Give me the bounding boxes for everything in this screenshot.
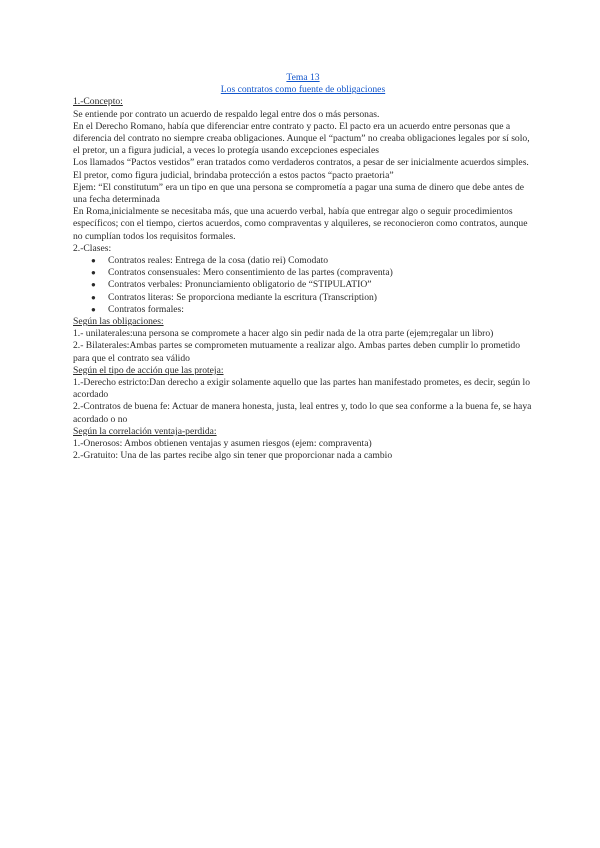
classification-item: 2.- Bilaterales:Ambas partes se comprometen mutuamente a realizar algo. Ambas partes deben cumplir lo prometido para que el contrato sea válido	[73, 340, 521, 364]
paragraph: En el Derecho Romano, había que diferenciar entre contrato y pacto. El pacto era un acuerdo entre personas que a diferencia del contrato no siempre creaba obligaciones. Aunque el “pactum” no creaba obligaciones legales por sí solo, el pretor, un a figura judicial, a veces lo protegía usando excepciones especiales	[73, 120, 530, 157]
bullet-icon: ●	[91, 268, 96, 278]
section-segun-accion	[73, 365, 533, 426]
section-clases	[73, 243, 533, 316]
list-item	[91, 255, 533, 267]
bullet-icon: ●	[91, 280, 96, 290]
bullet-icon: ●	[91, 256, 96, 266]
classification-item: 2.-Gratuito: Una de las partes recibe algo sin tener que proporcionar nada a cambio	[73, 450, 393, 462]
section-heading-concepto: 1.-Concepto:	[73, 96, 123, 108]
list-item	[91, 279, 533, 291]
list-item	[91, 303, 533, 316]
topic-number-title: Tema 13	[286, 72, 320, 83]
section-heading-correlacion: Según la correlación ventaja-perdida:	[73, 425, 217, 437]
section-segun-obligaciones	[73, 316, 533, 365]
section-heading-clases: 2.-Clases:	[73, 242, 112, 254]
document-title-block	[73, 72, 533, 96]
list-item-text: Contratos literas: Se proporciona mediante la escritura (Transcription)	[108, 291, 377, 303]
list-item	[91, 291, 533, 304]
bullet-icon: ●	[91, 292, 96, 302]
contract-types-list	[73, 255, 533, 316]
section-heading-obligaciones: Según las obligaciones:	[73, 316, 164, 328]
list-item-text: Contratos verbales: Pronunciamiento obligatorio de “STIPULATIO”	[108, 279, 372, 291]
paragraph: Ejem: “El constitutum” era un tipo en que una persona se comprometía a pagar una suma de dinero que debe antes de una fecha determinada	[73, 181, 525, 206]
paragraph: En Roma,inicialmente se necesitaba más, que una acuerdo verbal, había que entregar algo o seguir procedimientos específicos; con el tiempo, ciertos acuerdos, como compraventas y alquileres, se reconocieron como contratos, aunque no cumplían todos los requisitos formales.	[73, 206, 528, 242]
document-body	[73, 72, 533, 463]
classification-item: 1.-Onerosos: Ambos obtienen ventajas y asumen riesgos (ejem: compraventa)	[73, 438, 372, 450]
list-item-text: Contratos formales:	[108, 303, 184, 315]
section-heading-accion: Según el tipo de acción que las proteja:	[73, 364, 224, 376]
classification-item: 1.-Derecho estricto:Dan derecho a exigir solamente aquello que las partes han manifestado prometes, es decir, según lo acordado	[73, 377, 531, 401]
section-segun-correlacion	[73, 426, 533, 463]
classification-item: 1.- unilaterales:una persona se compromete a hacer algo sin pedir nada de la otra parte (ejem;regalar un libro)	[73, 328, 494, 340]
topic-title: Los contratos como fuente de obligaciones	[220, 84, 386, 96]
paragraph: Los llamados “Pactos vestidos” eran tratados como verdaderos contratos, a pesar de ser inicialmente acuerdos simples. El pretor, como figura judicial, brindaba protección a estos pactos “pacto praetoria”	[73, 157, 529, 181]
list-item-text: Contratos consensuales: Mero consentimiento de las partes (compraventa)	[108, 267, 393, 279]
list-item	[91, 267, 533, 279]
paragraph: Se entiende por contrato un acuerdo de respaldo legal entre dos o más personas.	[73, 108, 380, 120]
classification-item: 2.-Contratos de buena fe: Actuar de manera honesta, justa, leal entres y, todo lo que sea conforme a la buena fe, se haya acordado o no	[73, 401, 532, 425]
bullet-icon: ●	[91, 304, 96, 314]
list-item-text: Contratos reales: Entrega de la cosa (datio rei) Comodato	[108, 255, 329, 267]
section-concepto	[73, 96, 533, 242]
